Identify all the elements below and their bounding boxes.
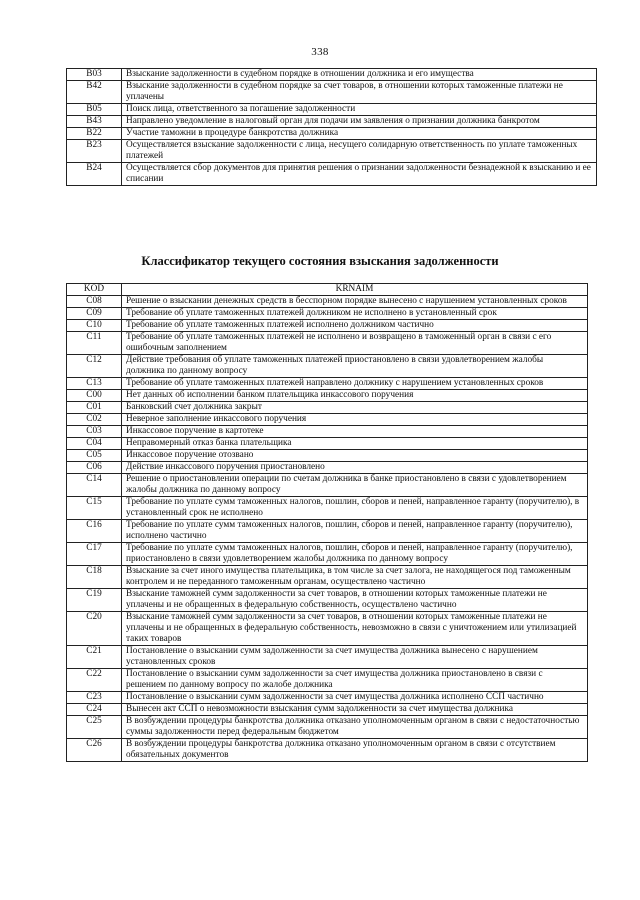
status-classifier-table: [66, 283, 588, 762]
row-code: C23: [67, 692, 122, 704]
row-description: Взыскание задолженности в судебном порядке за счет товаров, в отношении которых таможенные платежи не уплачены: [122, 81, 597, 104]
table-row: [67, 116, 597, 128]
row-code: B42: [67, 81, 122, 104]
row-code: C06: [67, 462, 122, 474]
row-code: C02: [67, 414, 122, 426]
row-description: Взыскание задолженности в судебном порядке в отношении должника и его имущества: [122, 69, 597, 81]
row-code: C11: [67, 332, 122, 355]
row-code: C19: [67, 589, 122, 612]
row-description: Требование об уплате таможенных платежей направлено должнику с нарушением установленных сроков: [122, 378, 588, 390]
row-code: B23: [67, 140, 122, 163]
row-description: Неправомерный отказ банка плательщика: [122, 438, 588, 450]
row-description: Нет данных об исполнении банком плательщика инкассового поручения: [122, 390, 588, 402]
table-row: [67, 163, 597, 186]
row-code: C16: [67, 520, 122, 543]
table-row: [67, 128, 597, 140]
row-code: C13: [67, 378, 122, 390]
status-classifier-header: [67, 284, 588, 296]
row-description: Взыскание за счет иного имущества плательщика, в том числе за счет залога, не находящегося под таможенным контролем и не переданного таможенным органам, осуществлено частично: [122, 566, 588, 589]
row-description: Взыскание таможней сумм задолженности за счет товаров, в отношении которых таможенные платежи не уплачены и не обращенных в федеральную собственность, осуществлено частично: [122, 589, 588, 612]
row-description: Требование об уплате таможенных платежей должником не исполнено в установленный срок: [122, 308, 588, 320]
table-row: [67, 390, 588, 402]
table-row: [67, 104, 597, 116]
row-code: C25: [67, 716, 122, 739]
row-description: Решение о взыскании денежных средств в бесспорном порядке вынесено с нарушением установленных сроков: [122, 296, 588, 308]
row-code: C00: [67, 390, 122, 402]
table-row: [67, 692, 588, 704]
table-row: [67, 704, 588, 716]
row-code: C05: [67, 450, 122, 462]
row-code: C15: [67, 497, 122, 520]
row-description: Направлено уведомление в налоговый орган для подачи им заявления о признании должника банкротом: [122, 116, 597, 128]
row-code: B22: [67, 128, 122, 140]
row-code: C22: [67, 669, 122, 692]
row-code: C18: [67, 566, 122, 589]
table-row: [67, 716, 588, 739]
row-description: Постановление о взыскании сумм задолженности за счет имущества должника приостановлено в связи с решением по данному вопросу по жалобе должника: [122, 669, 588, 692]
row-code: C10: [67, 320, 122, 332]
row-description: Требование по уплате сумм таможенных налогов, пошлин, сборов и пеней, направленное гаранту (поручителю), в установленный срок не исполнено: [122, 497, 588, 520]
row-code: C14: [67, 474, 122, 497]
status-classifier-body: [67, 296, 588, 762]
row-code: C04: [67, 438, 122, 450]
table-row: [67, 308, 588, 320]
row-code: C26: [67, 739, 122, 762]
row-description: Участие таможни в процедуре банкротства должника: [122, 128, 597, 140]
table-row: [67, 320, 588, 332]
row-description: Действие инкассового поручения приостановлено: [122, 462, 588, 474]
row-code: B05: [67, 104, 122, 116]
table-row: [67, 69, 597, 81]
table-row: [67, 589, 588, 612]
table-row: [67, 669, 588, 692]
table-row: [67, 450, 588, 462]
table-row: [67, 566, 588, 589]
table-row: [67, 402, 588, 414]
table-row: [67, 497, 588, 520]
row-code: C12: [67, 355, 122, 378]
table-row: [67, 646, 588, 669]
row-description: Банковский счет должника закрыт: [122, 402, 588, 414]
row-code: C20: [67, 612, 122, 646]
row-description: Постановление о взыскании сумм задолженности за счет имущества должника исполнено ССП частично: [122, 692, 588, 704]
row-description: Осуществляется сбор документов для принятия решения о признании задолженности безнадежной к взысканию и ее списании: [122, 163, 597, 186]
row-code: C03: [67, 426, 122, 438]
row-description: Взыскание таможней сумм задолженности за счет товаров, в отношении которых таможенные платежи не уплачены и не обращенных в федеральную собственность, невозможно в связи с уничтожением или утилизацией таких товаров: [122, 612, 588, 646]
row-description: Вынесен акт ССП о невозможности взыскания сумм задолженности за счет имущества должника: [122, 704, 588, 716]
row-description: В возбуждении процедуры банкротства должника отказано уполномоченным органом в связи с отсутствием обязательных документов: [122, 739, 588, 762]
row-code: C21: [67, 646, 122, 669]
actions-table: [66, 68, 597, 186]
table-row: [67, 520, 588, 543]
row-code: B24: [67, 163, 122, 186]
table-row: [67, 140, 597, 163]
table-row: [67, 612, 588, 646]
table-row: [67, 296, 588, 308]
row-code: B43: [67, 116, 122, 128]
row-code: C01: [67, 402, 122, 414]
row-description: Неверное заполнение инкассового поручения: [122, 414, 588, 426]
row-code: B03: [67, 69, 122, 81]
row-description: Постановление о взыскании сумм задолженности за счет имущества должника вынесено с нарушением установленных сроков: [122, 646, 588, 669]
table-row: [67, 438, 588, 450]
table-row: [67, 739, 588, 762]
table-row: [67, 462, 588, 474]
table-row: [67, 378, 588, 390]
row-description: Требование об уплате таможенных платежей не исполнено и возвращено в таможенный орган в связи с его ошибочным заполнением: [122, 332, 588, 355]
header-row: [67, 284, 588, 296]
row-description: Инкассовое поручение отозвано: [122, 450, 588, 462]
row-code: C08: [67, 296, 122, 308]
table-row: [67, 426, 588, 438]
row-code: C09: [67, 308, 122, 320]
row-description: Требование об уплате таможенных платежей исполнено должником частично: [122, 320, 588, 332]
section-title: Классификатор текущего состояния взыскания задолженности: [141, 254, 499, 268]
row-description: Поиск лица, ответственного за погашение задолженности: [122, 104, 597, 116]
header-code: KOD: [67, 284, 122, 296]
table-row: [67, 355, 588, 378]
row-description: Инкассовое поручение в картотеке: [122, 426, 588, 438]
row-description: В возбуждении процедуры банкротства должника отказано уполномоченным органом в связи с недостаточностью суммы задолженности перед федеральным бюджетом: [122, 716, 588, 739]
row-description: Решение о приостановлении операции по счетам должника в банке приостановлено в связи с удовлетворением жалобы должника по данному вопросу: [122, 474, 588, 497]
table-row: [67, 81, 597, 104]
table-row: [67, 474, 588, 497]
row-description: Требование по уплате сумм таможенных налогов, пошлин, сборов и пеней, направленное гаранту (поручителю), приостановлено в связи удовлетворением жалобы должника по данному вопросу: [122, 543, 588, 566]
row-description: Осуществляется взыскание задолженности с лица, несущего солидарную ответственность по уплате таможенных платежей: [122, 140, 597, 163]
row-code: C24: [67, 704, 122, 716]
header-description: KRNAIM: [122, 284, 588, 296]
table-row: [67, 332, 588, 355]
table-row: [67, 543, 588, 566]
page-number: 338: [311, 46, 329, 58]
row-description: Действие требования об уплате таможенных платежей приостановлено в связи удовлетворением жалобы должника по данному вопросу: [122, 355, 588, 378]
row-code: C17: [67, 543, 122, 566]
row-description: Требование по уплате сумм таможенных налогов, пошлин, сборов и пеней, направленное гаранту (поручителю), исполнено частично: [122, 520, 588, 543]
table-row: [67, 414, 588, 426]
actions-table-body: [67, 69, 597, 186]
